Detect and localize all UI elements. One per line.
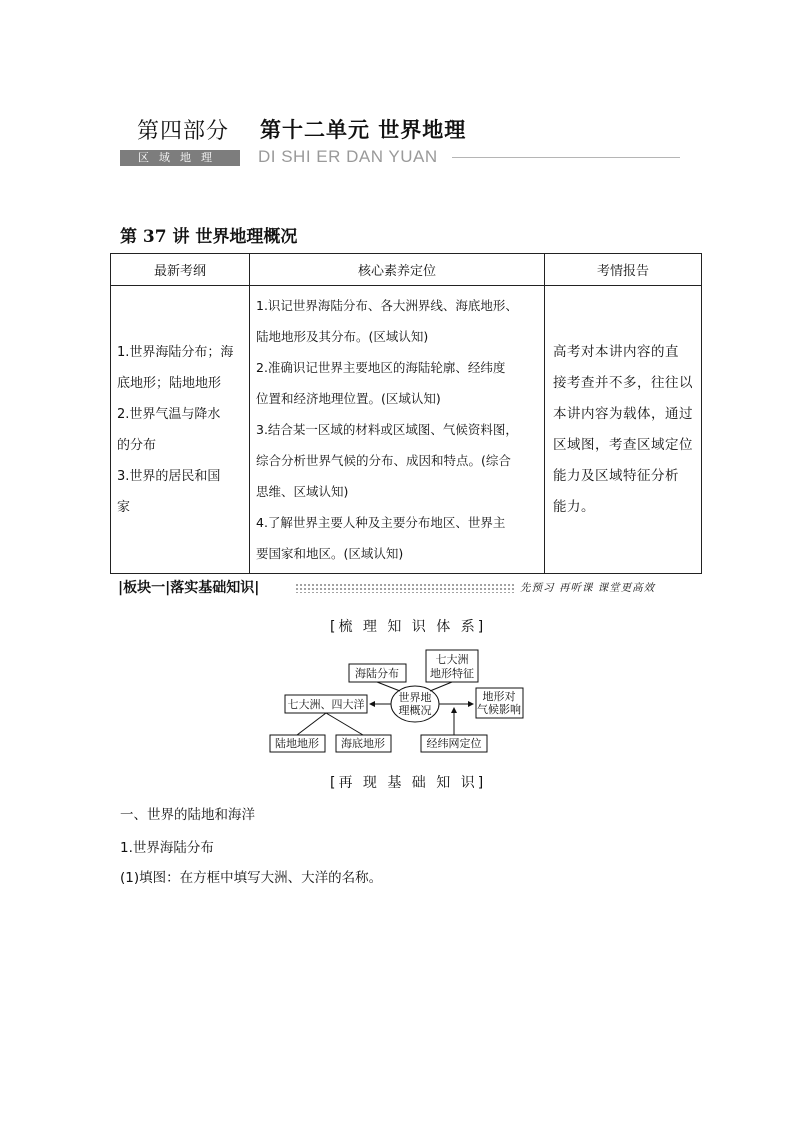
header-rule [452, 157, 680, 158]
knowledge-diagram [260, 645, 540, 757]
continents-terrain-line-1: 七大洲 [435, 653, 469, 666]
grid-position-label: 经纬网定位 [426, 737, 482, 750]
report-line: 区域图，考查区域定位 [553, 436, 693, 453]
exam-report-cell [545, 286, 702, 574]
table-row [111, 286, 702, 574]
syllabus-line: 的分布 [117, 437, 157, 453]
section-dotted-band [295, 583, 515, 593]
table-header-row [111, 254, 702, 286]
core-literacy-cell [250, 286, 545, 574]
core-line: 位置和经济地理位置。(区域认知) [256, 391, 441, 406]
core-line: 2.准确识记世界主要地区的海陆轮廓、经纬度 [256, 360, 506, 375]
syllabus-line: 2.世界气温与降水 [117, 406, 221, 422]
report-line: 能力及区域特征分析 [553, 467, 679, 484]
item-fill-map: (1)填图：在方框中填写大洲、大洋的名称。 [120, 870, 383, 886]
header-core-literacy: 核心素养定位 [250, 254, 545, 286]
knowledge-system-title: [梳 理 知 识 体 系] [330, 619, 487, 635]
core-line: 陆地地形及其分布。(区域认知) [256, 329, 429, 344]
sea-land-label: 海陆分布 [355, 667, 399, 680]
connector-seabed-terrain [326, 713, 363, 735]
continents-oceans-label: 七大洲、四大洋 [287, 698, 365, 711]
header-exam-report: 考情报告 [545, 254, 702, 286]
terrain-climate-line-2: 气候影响 [477, 703, 521, 716]
syllabus-cell [111, 286, 250, 574]
core-line: 综合分析世界气候的分布、成因和特点。(综合 [256, 453, 511, 468]
report-line: 接考查并不多，往往以 [553, 374, 693, 391]
part-title: 第四部分 [137, 119, 230, 144]
section-slogan: 先预习 再听课 课堂更高效 [520, 582, 656, 594]
connector-continents-terrain [430, 682, 452, 691]
lesson-title: 第 37 讲 世界地理概况 [120, 227, 298, 247]
syllabus-line: 1.世界海陆分布；海 [117, 344, 234, 360]
section-label: |板块一|落实基础知识| [118, 580, 260, 596]
header-syllabus: 最新考纲 [111, 254, 250, 286]
syllabus-line: 3.世界的居民和国 [117, 468, 221, 484]
syllabus-line: 家 [117, 499, 131, 515]
core-line: 要国家和地区。(区域认知) [256, 546, 404, 561]
terrain-climate-line-1: 地形对 [482, 690, 516, 703]
unit-title: 第十二单元 世界地理 [260, 117, 467, 142]
syllabus-line: 底地形；陆地地形 [117, 375, 222, 391]
center-line-2: 理概况 [398, 704, 432, 717]
seabed-terrain-label: 海底地形 [341, 737, 385, 750]
basic-knowledge-title: [再 现 基 础 知 识] [330, 775, 487, 791]
region-geography-band: 区域地理 [120, 150, 240, 166]
unit-pinyin: DI SHI ER DAN YUAN [258, 147, 438, 166]
report-line: 高考对本讲内容的直 [553, 343, 679, 360]
report-line: 本讲内容为载体，通过 [553, 405, 693, 422]
land-terrain-label: 陆地地形 [275, 737, 319, 750]
core-line: 3.结合某一区域的材料或区域图、气候资料图， [256, 422, 518, 437]
heading-land-ocean: 一、世界的陆地和海洋 [120, 807, 255, 823]
center-line-1: 世界地 [398, 691, 432, 704]
connector-land-terrain [297, 713, 326, 735]
core-line: 思维、区域认知) [256, 484, 349, 499]
core-line: 4.了解世界主要人种及主要分布地区、世界主 [256, 515, 506, 530]
continents-terrain-line-2: 地形特征 [430, 667, 474, 680]
connector-sea-land [377, 682, 400, 691]
heading-sea-land-distribution: 1.世界海陆分布 [120, 840, 214, 856]
lesson-overview-table [110, 253, 702, 574]
report-line: 能力。 [553, 498, 595, 515]
core-line: 1.识记世界海陆分布、各大洲界线、海底地形、 [256, 298, 518, 313]
